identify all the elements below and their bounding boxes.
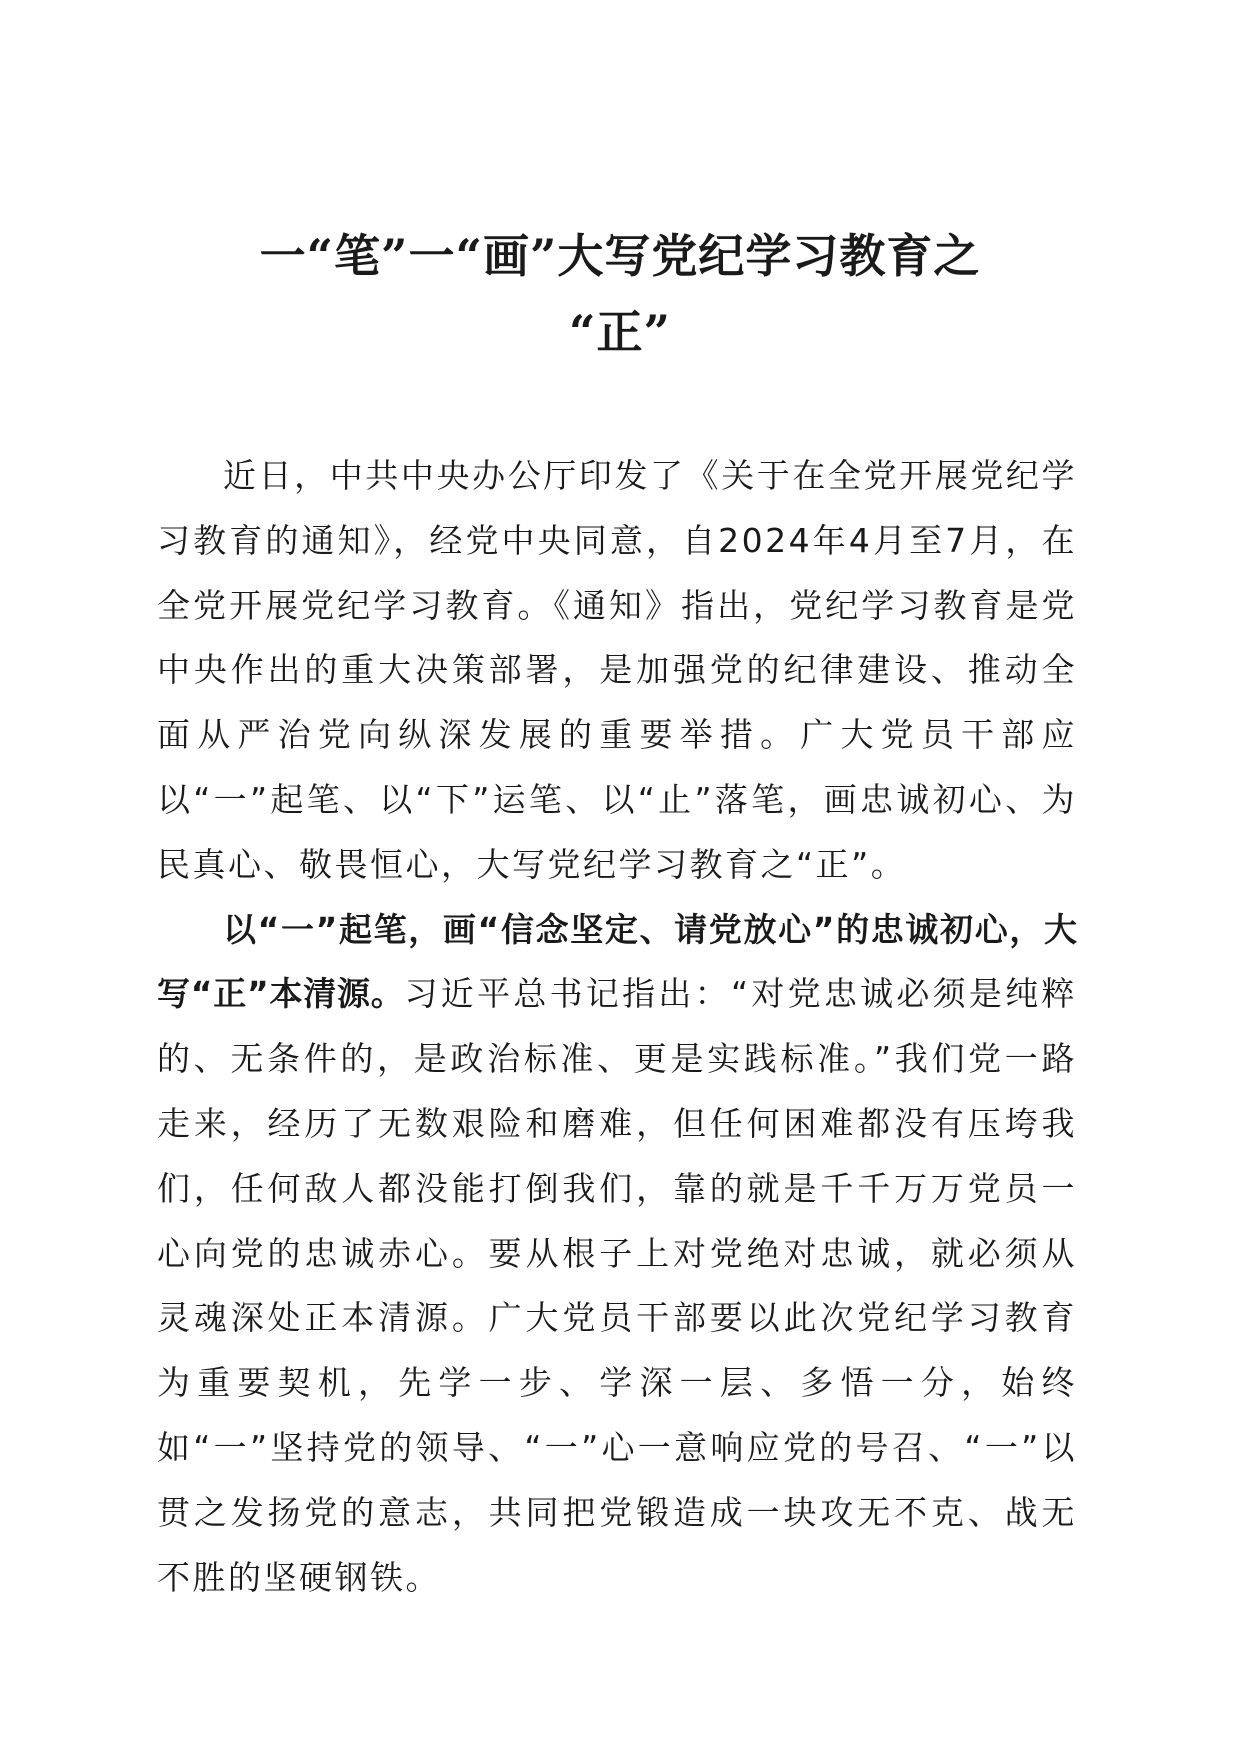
paragraph-2 [157, 898, 1077, 1611]
paragraph-1 [157, 444, 1077, 898]
document-title [150, 218, 1090, 370]
document-body [157, 444, 1077, 1610]
paragraph-1-text: 近日，中共中央办公厅印发了《关于在全党开展党纪学习教育的通知》，经党中央同意，自2024年4月至7月，在全党开展党纪学习教育。《通知》指出，党纪学习教育是党中央作出的重大决策部署，是加强党的纪律建设、推动全面从严治党向纵深发展的重要举措。广大党员干部应以“一”起笔、以“下”运笔、以“止”落笔，画忠诚初心、为民真心、敬畏恒心，大写党纪学习教育之“正”。 [157, 456, 1077, 884]
title-line-2: “正” [569, 305, 671, 359]
title-line-1: 一“笔”一“画”大写党纪学习教育之 [259, 229, 981, 283]
paragraph-2-text: 习近平总书记指出：“对党忠诚必须是纯粹的、无条件的，是政治标准、更是实践标准。”我们党一路走来，经历了无数艰险和磨难，但任何困难都没有压垮我们，任何敌人都没能打倒我们，靠的就是千千万万党员一心向党的忠诚赤心。要从根子上对党绝对忠诚，就必须从灵魂深处正本清源。广大党员干部要以此次党纪学习教育为重要契机，先学一步、学深一层、多悟一分，始终如“一”坚持党的领导、“一”心一意响应党的号召、“一”以贯之发扬党的意志，共同把党锻造成一块攻无不克、战无不胜的坚硬钢铁。 [157, 974, 1077, 1597]
paragraph-2-lead: 以“一”起笔，画“信念坚定、请党放心”的忠诚初心，大写“正”本清源。 [157, 909, 1077, 1014]
